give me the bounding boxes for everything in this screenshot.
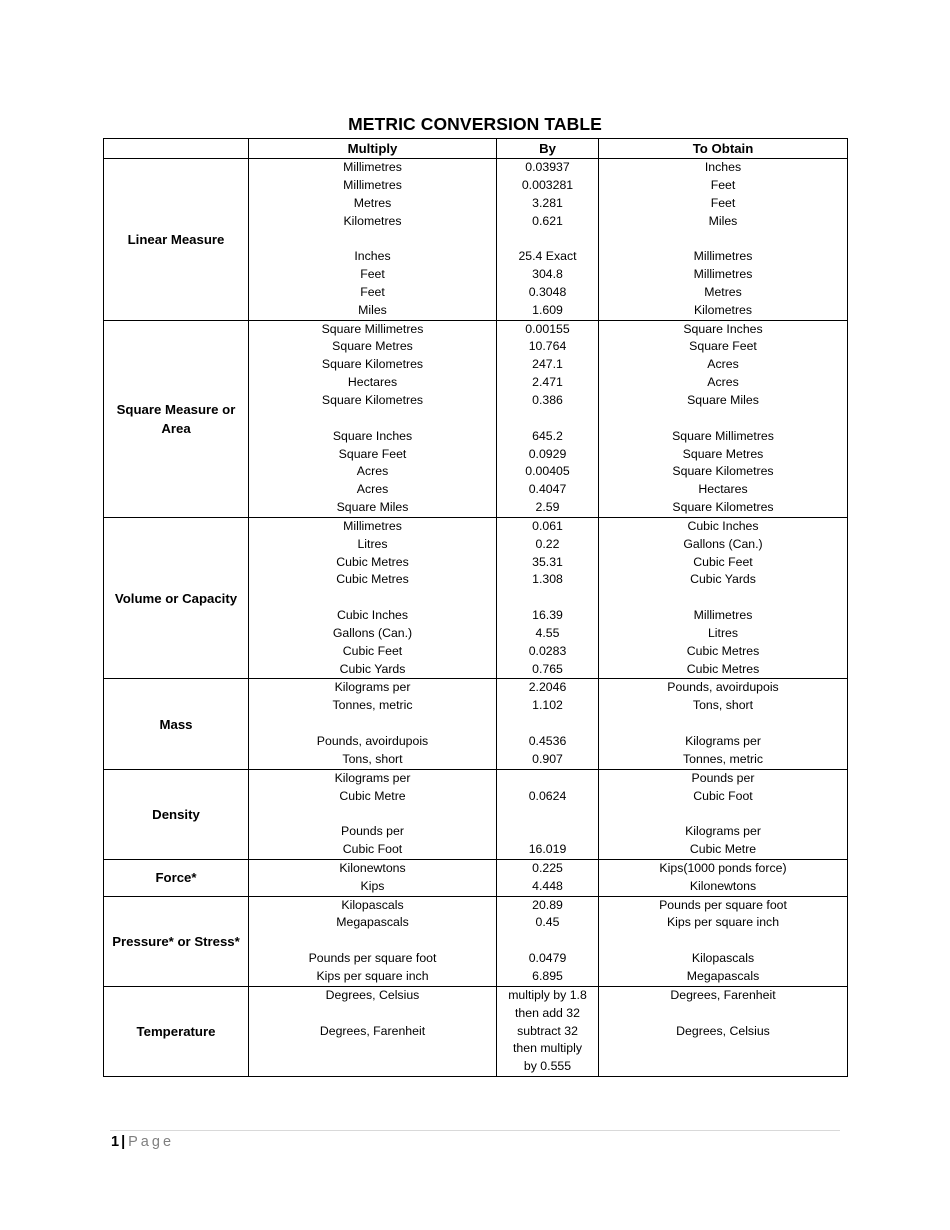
multiply-value: Megapascals xyxy=(336,915,409,930)
multiply-value: Tons, short xyxy=(342,751,403,766)
to-obtain-cell xyxy=(599,159,848,321)
multiply-value: Kilopascals xyxy=(341,897,404,912)
by-value: 0.0624 xyxy=(528,788,567,803)
multiply-value: Cubic Metre xyxy=(339,788,406,803)
to-obtain-value: Kilograms per xyxy=(685,734,761,748)
to-obtain-value: Cubic Foot xyxy=(693,788,753,803)
to-obtain-value: Cubic Inches xyxy=(687,518,759,533)
by-value: 0.0479 xyxy=(528,951,567,966)
to-obtain-value: Square Kilometres xyxy=(672,464,774,479)
to-obtain-value: Millimetres xyxy=(693,267,753,282)
to-obtain-value xyxy=(601,1040,845,1058)
to-obtain-value: Square Kilometres xyxy=(672,500,774,515)
multiply-value: Degrees, Celsius xyxy=(325,987,420,1002)
to-obtain-value: Degrees, Farenheit xyxy=(670,987,776,1002)
to-obtain-value xyxy=(601,589,845,607)
section-row xyxy=(104,159,848,321)
by-value xyxy=(499,932,596,950)
multiply-value xyxy=(251,1005,494,1023)
to-obtain-value xyxy=(601,1058,845,1076)
by-value: 0.225 xyxy=(532,860,563,875)
by-value: subtract 32 xyxy=(517,1023,578,1038)
to-obtain-value: Metres xyxy=(704,284,742,299)
multiply-value: Kilograms per xyxy=(334,770,411,785)
to-obtain-value: Kilograms per xyxy=(685,824,761,839)
to-obtain-value: Cubic Yards xyxy=(690,572,756,587)
to-obtain-value: Cubic Metre xyxy=(689,842,757,857)
multiply-value: Pounds per square foot xyxy=(308,951,437,966)
by-value: 0.0283 xyxy=(528,643,567,658)
by-value: 0.061 xyxy=(532,518,563,533)
by-value: 25.4 Exact xyxy=(518,249,577,264)
by-value xyxy=(499,770,596,788)
category-label: Volume or Capacity xyxy=(104,517,249,679)
multiply-value: Kilometres xyxy=(343,213,402,228)
multiply-value: Tonnes, metric xyxy=(332,698,413,713)
by-value: 4.55 xyxy=(535,625,560,640)
by-cell xyxy=(497,769,599,859)
multiply-value: Acres xyxy=(356,464,389,479)
by-value: multiply by 1.8 xyxy=(508,987,587,1002)
to-obtain-value: Square Feet xyxy=(689,339,757,354)
to-obtain-cell xyxy=(599,517,848,679)
multiply-value xyxy=(251,805,494,823)
multiply-value: Pounds, avoirdupois xyxy=(316,734,429,748)
category-label: Force* xyxy=(104,859,249,896)
to-obtain-value: Litres xyxy=(707,625,739,640)
to-obtain-value: Acres xyxy=(707,375,739,390)
multiply-value: Degrees, Farenheit xyxy=(319,1023,426,1038)
multiply-value: Cubic Metres xyxy=(336,572,409,587)
by-value: then add 32 xyxy=(515,1005,580,1020)
to-obtain-value xyxy=(601,1005,845,1023)
multiply-value: Miles xyxy=(358,302,387,317)
by-value: 16.39 xyxy=(532,608,563,623)
to-obtain-value: Kilonewtons xyxy=(689,878,757,893)
multiply-cell xyxy=(249,159,497,321)
header-to-obtain: To Obtain xyxy=(599,139,848,159)
to-obtain-cell xyxy=(599,896,848,986)
to-obtain-value: Megapascals xyxy=(686,968,760,983)
to-obtain-value: Miles xyxy=(708,213,738,228)
by-value: 0.4536 xyxy=(528,734,567,748)
by-value: 1.308 xyxy=(532,572,563,587)
to-obtain-value: Hectares xyxy=(698,482,748,497)
by-cell xyxy=(497,320,599,517)
by-value: 0.003281 xyxy=(521,177,574,192)
by-cell xyxy=(497,896,599,986)
footer-divider xyxy=(110,1130,840,1131)
multiply-value: Millimetres xyxy=(343,518,402,533)
page-title: METRIC CONVERSION TABLE xyxy=(348,114,602,134)
to-obtain-value xyxy=(601,805,845,823)
to-obtain-value: Square Inches xyxy=(683,321,763,336)
to-obtain-cell xyxy=(599,986,848,1076)
to-obtain-value: Tonnes, metric xyxy=(683,751,763,766)
to-obtain-value xyxy=(601,410,845,428)
multiply-value xyxy=(251,410,494,428)
by-value: 0.00155 xyxy=(525,321,570,336)
multiply-value: Cubic Yards xyxy=(339,661,406,676)
multiply-value: Square Kilometres xyxy=(321,392,424,407)
by-value: 304.8 xyxy=(532,267,563,282)
by-value: 0.45 xyxy=(535,915,560,930)
multiply-value: Kilonewtons xyxy=(339,860,406,875)
by-value xyxy=(499,230,596,248)
multiply-value xyxy=(251,1040,494,1058)
multiply-value: Millimetres xyxy=(343,177,402,192)
to-obtain-value: Degrees, Celsius xyxy=(676,1023,770,1038)
to-obtain-value: Tons, short xyxy=(692,698,754,713)
multiply-value: Cubic Inches xyxy=(336,608,409,623)
multiply-cell xyxy=(249,769,497,859)
by-value: 2.471 xyxy=(532,375,563,390)
to-obtain-value: Feet xyxy=(710,177,736,192)
by-value: by 0.555 xyxy=(523,1059,572,1074)
section-row xyxy=(104,896,848,986)
table-header-row xyxy=(104,139,848,159)
by-value: 247.1 xyxy=(532,357,563,372)
multiply-value: Square Kilometres xyxy=(321,357,424,372)
multiply-value: Pounds per xyxy=(341,824,404,839)
to-obtain-value: Square Millimetres xyxy=(672,428,774,443)
by-value xyxy=(499,715,596,733)
to-obtain-value: Millimetres xyxy=(693,249,753,264)
by-value: 4.448 xyxy=(532,878,563,893)
by-value: 0.22 xyxy=(535,536,560,551)
page-number: 1 xyxy=(111,1134,120,1150)
section-row xyxy=(104,859,848,896)
conversion-table xyxy=(103,138,848,1077)
category-label: Square Measure or Area xyxy=(104,320,249,517)
by-value xyxy=(499,589,596,607)
section-row xyxy=(104,320,848,517)
by-value: 0.907 xyxy=(532,751,563,766)
to-obtain-value: Inches xyxy=(704,160,742,174)
multiply-value: Acres xyxy=(356,482,389,497)
by-value: 0.386 xyxy=(532,392,563,407)
to-obtain-cell xyxy=(599,769,848,859)
by-value: 0.765 xyxy=(532,661,563,676)
page-label: Page xyxy=(128,1134,175,1150)
to-obtain-value: Cubic Metres xyxy=(686,643,760,658)
to-obtain-cell xyxy=(599,679,848,769)
by-value: 0.621 xyxy=(532,213,563,228)
by-value xyxy=(499,805,596,823)
by-value: 0.03937 xyxy=(525,160,570,174)
multiply-value: Millimetres xyxy=(343,160,402,174)
multiply-value: Gallons (Can.) xyxy=(332,625,413,640)
section-row xyxy=(104,769,848,859)
by-value: 16.019 xyxy=(528,842,567,857)
by-value: 6.895 xyxy=(532,968,563,983)
to-obtain-value: Pounds, avoirdupois xyxy=(667,680,779,695)
category-label: Pressure* or Stress* xyxy=(104,896,249,986)
to-obtain-value: Kips per square inch xyxy=(666,915,780,930)
to-obtain-cell xyxy=(599,859,848,896)
multiply-value: Kips xyxy=(360,878,385,893)
multiply-value xyxy=(251,230,494,248)
multiply-cell xyxy=(249,517,497,679)
to-obtain-value: Cubic Feet xyxy=(693,554,753,569)
by-cell xyxy=(497,859,599,896)
to-obtain-value: Millimetres xyxy=(693,608,753,623)
header-by: By xyxy=(497,139,599,159)
multiply-cell xyxy=(249,320,497,517)
by-value: 2.2046 xyxy=(528,680,567,695)
by-value: 0.0929 xyxy=(528,446,567,461)
section-row xyxy=(104,679,848,769)
to-obtain-value xyxy=(601,230,845,248)
by-value: 645.2 xyxy=(532,428,563,443)
category-label: Temperature xyxy=(104,986,249,1076)
by-cell xyxy=(497,986,599,1076)
by-value: 0.4047 xyxy=(528,482,567,497)
to-obtain-value: Square Metres xyxy=(682,446,764,461)
multiply-value: Litres xyxy=(357,536,388,551)
to-obtain-value xyxy=(601,715,845,733)
multiply-value: Inches xyxy=(354,249,391,264)
by-value: 2.59 xyxy=(535,500,560,515)
multiply-value: Square Miles xyxy=(336,500,409,515)
header-category xyxy=(104,139,249,159)
to-obtain-value xyxy=(601,932,845,950)
multiply-value xyxy=(251,932,494,950)
by-value xyxy=(499,410,596,428)
by-cell xyxy=(497,679,599,769)
by-value: 10.764 xyxy=(528,339,567,354)
by-value: 0.00405 xyxy=(525,464,570,479)
multiply-value xyxy=(251,589,494,607)
to-obtain-value: Square Miles xyxy=(687,392,759,407)
multiply-value: Square Inches xyxy=(332,428,413,443)
category-label: Mass xyxy=(104,679,249,769)
multiply-value: Cubic Feet xyxy=(342,643,403,658)
by-value: 0.3048 xyxy=(528,284,567,299)
to-obtain-value: Pounds per square foot xyxy=(659,897,787,912)
by-value: 1.609 xyxy=(532,302,563,317)
by-cell xyxy=(497,159,599,321)
multiply-value: Hectares xyxy=(347,375,398,390)
multiply-value: Metres xyxy=(353,195,392,210)
multiply-value: Cubic Metres xyxy=(336,554,409,569)
multiply-cell xyxy=(249,986,497,1076)
by-value xyxy=(499,823,596,841)
to-obtain-value: Pounds per xyxy=(691,770,755,785)
category-label: Linear Measure xyxy=(104,159,249,321)
multiply-cell xyxy=(249,896,497,986)
category-label: Density xyxy=(104,769,249,859)
header-multiply: Multiply xyxy=(249,139,497,159)
footer-separator: | xyxy=(121,1134,126,1150)
by-value: 20.89 xyxy=(532,897,563,912)
multiply-cell xyxy=(249,679,497,769)
multiply-value: Square Millimetres xyxy=(321,321,424,336)
multiply-value: Cubic Foot xyxy=(342,842,403,857)
by-value: 35.31 xyxy=(532,554,563,569)
section-row xyxy=(104,517,848,679)
to-obtain-value: Acres xyxy=(707,357,739,372)
to-obtain-value: Kips(1000 ponds force) xyxy=(659,860,787,875)
to-obtain-value: Cubic Metres xyxy=(686,661,760,676)
to-obtain-value: Kilopascals xyxy=(691,951,755,966)
multiply-value: Feet xyxy=(360,284,385,299)
by-cell xyxy=(497,517,599,679)
by-value: then multiply xyxy=(512,1041,583,1056)
by-value: 3.281 xyxy=(532,195,563,210)
multiply-value xyxy=(251,715,494,733)
multiply-value: Square Metres xyxy=(332,339,413,354)
multiply-value: Feet xyxy=(360,267,385,282)
to-obtain-value: Kilometres xyxy=(693,302,753,317)
to-obtain-value: Gallons (Can.) xyxy=(683,536,763,551)
by-value: 1.102 xyxy=(532,698,563,713)
page-footer xyxy=(111,1134,174,1150)
multiply-value: Kips per square inch xyxy=(316,968,429,983)
section-row xyxy=(104,986,848,1076)
multiply-value xyxy=(251,1058,494,1076)
multiply-value: Kilograms per xyxy=(334,680,411,695)
multiply-value: Square Feet xyxy=(338,446,407,461)
to-obtain-cell xyxy=(599,320,848,517)
to-obtain-value: Feet xyxy=(710,195,736,210)
multiply-cell xyxy=(249,859,497,896)
